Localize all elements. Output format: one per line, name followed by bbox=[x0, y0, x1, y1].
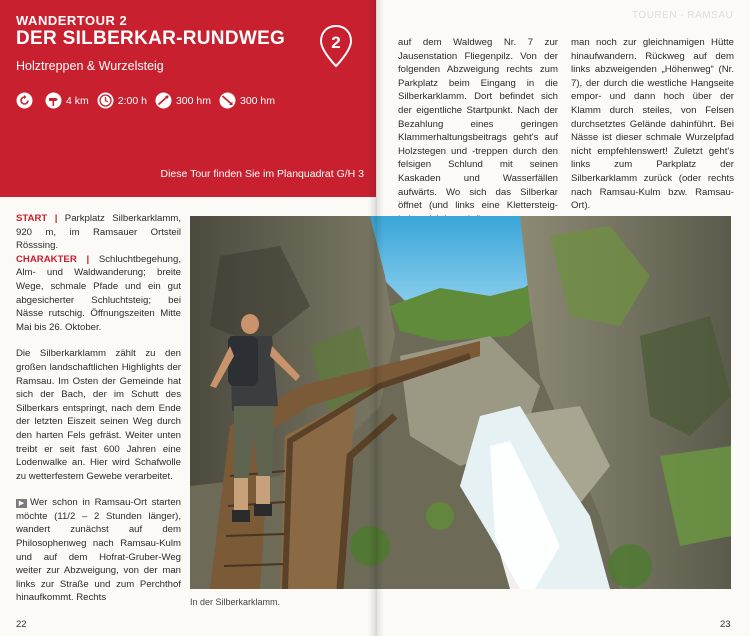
intro-paragraph: Die Silberkarklamm zählt zu den großen landschaftlichen Highlights der Ramsau. Im Osten der Gemeinde hat sich der Bach, der im Schutt des Silberkars entspringt, nach dem Ende der letzten Eiszeit seinen Weg durch den harten Fels gefräst. Weiter unten treibt er seit fast 600 Jahren eine Lodenwalke an. Hier wird Schafwolle zu wetterfestem Gewebe verarbeitet. bbox=[16, 348, 181, 482]
stat-distance-value: 4 km bbox=[66, 94, 89, 107]
start-text: Parkplatz Silberkarklamm, 920 m, im Ramsauer Ortsteil Rösssing. bbox=[16, 213, 181, 252]
photo-caption: In der Silberkarklamm. bbox=[190, 597, 281, 607]
clock-icon bbox=[97, 92, 114, 109]
tour-header bbox=[0, 0, 376, 197]
start-info bbox=[16, 212, 181, 334]
tour-number-marker-icon bbox=[319, 24, 353, 68]
tour-subtitle: Holztreppen & Wurzelsteig bbox=[16, 59, 164, 73]
stat-type bbox=[16, 92, 37, 109]
stat-descent-value: 300 hm bbox=[240, 94, 276, 107]
right-column-1-text: auf dem Waldweg Nr. 7 zur Jausenstation Fliegenpilz. Von der folgenden Abzweigung rechts zum Parkplatz beim Eingang in die Silberkarklamm. Dort befindet sich der eigentliche Startpunkt. Nach der Bezahlung eines geringen Klammerhaltungsbeitrags geht's auf Holzstegen und -treppen durch den felsigen Schlund mit seinen Kaskaden und Wasserfällen aufwärts. Wo sich das Silberkar öffnet (und links eine Klettersteig- bbox=[398, 37, 558, 212]
tour-title: DER SILBERKAR-RUNDWEG bbox=[16, 28, 286, 49]
right-column-2-text: man noch zur gleichnamigen Hütte hinaufwandern. Rückweg auf dem links abzweigenden „Höhenweg“ (Nr. 7), der durch die westliche Hangseite empor- und dann hoch über der Klamm durch steiles, von Felsen durchsetztes Gelände dahinführt. Bei Nässe ist dieser schmale Wurzelpfad nicht empfehlenswert! Zuletzt geht's links zum Parkplatz der Silberkarklamm zurück (oder rechts nach Ramsau-Kulm bzw. Ramsau-Ort). bbox=[571, 37, 734, 212]
charakter-label: CHARAKTER | bbox=[16, 253, 90, 265]
descent-icon bbox=[219, 92, 236, 109]
tour-label: WANDERTOUR 2 bbox=[16, 13, 128, 28]
charakter-text: Schluchtbegehung, Alm- und Waldwanderung; breite Wege, schmale Pfade und ein gut abgesicherter Schluchtsteig; bei Nässe rutschig. Öffnungszeiten Mitte Mai bis 26. Oktober. bbox=[16, 253, 182, 333]
running-header: TOUREN · RAMSAU bbox=[632, 10, 734, 21]
stat-ascent-value: 300 hm bbox=[175, 94, 211, 107]
page-number-left: 22 bbox=[16, 619, 27, 630]
stat-descent bbox=[219, 92, 275, 109]
stat-ascent bbox=[155, 92, 211, 109]
signpost-icon bbox=[45, 92, 62, 109]
left-column-text bbox=[16, 212, 181, 618]
tour-stats bbox=[16, 92, 283, 109]
ascent-icon bbox=[155, 92, 172, 109]
tour-number: 2 bbox=[331, 33, 341, 52]
route-paragraph bbox=[16, 496, 181, 605]
start-label: START | bbox=[16, 213, 58, 224]
stat-duration-value: 2:00 h bbox=[117, 94, 147, 107]
play-arrow-icon: ▶ bbox=[16, 499, 27, 508]
route-paragraph-text: Wer schon in Ramsau-Ort starten möchte (11/2 – 2 Stunden länger), wandert zunächst auf dem Philosophenweg nach Ramsau-Kulm und auf dem Hofrat-Gruber-Weg weiter zur Abzweigung, von der man links zur Straße und zum Perchthof hinaufkommt. Rechts bbox=[16, 497, 181, 604]
book-gutter bbox=[368, 0, 384, 636]
round-trip-icon bbox=[16, 92, 33, 109]
stat-duration bbox=[97, 92, 147, 109]
page-number-right: 23 bbox=[720, 619, 731, 630]
planquadrat-note: Diese Tour finden Sie im Planquadrat G/H 3 bbox=[160, 168, 364, 180]
gorge-photo bbox=[190, 216, 731, 589]
stat-distance bbox=[45, 92, 89, 109]
